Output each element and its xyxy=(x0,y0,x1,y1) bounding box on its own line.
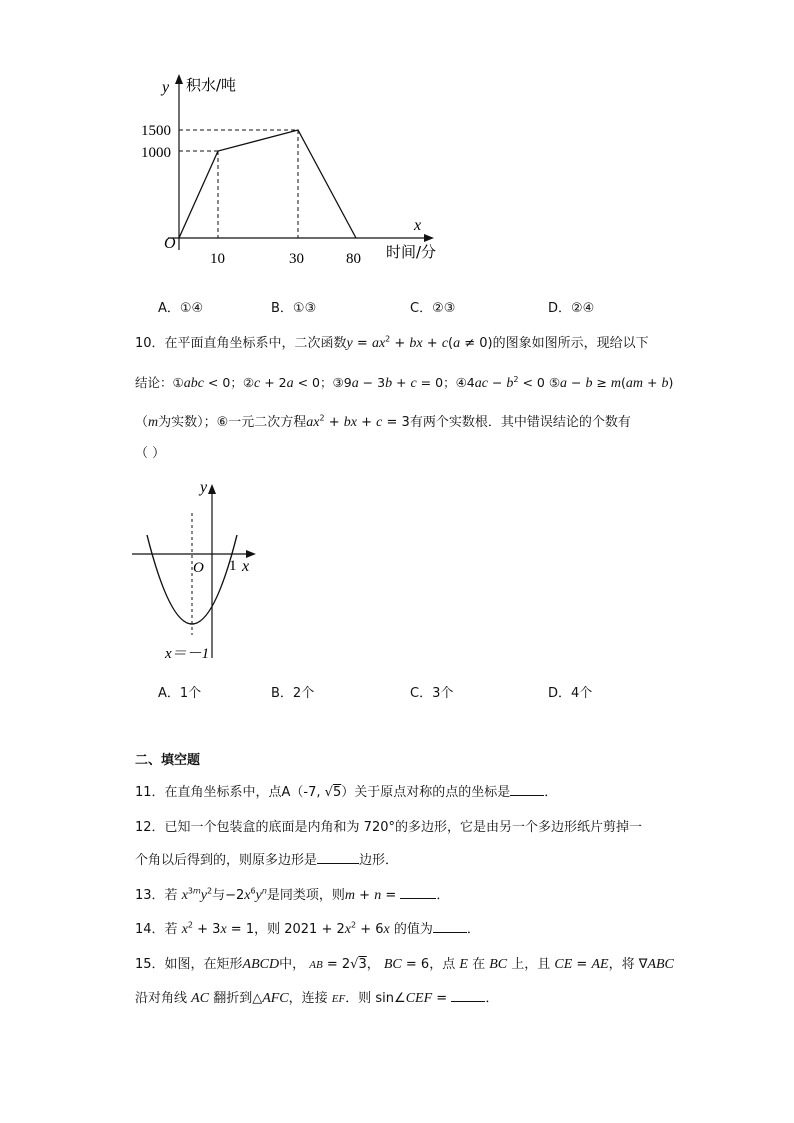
sqrt5: √5 xyxy=(324,785,342,800)
section-title: 二、填空题 xyxy=(135,753,201,768)
q9-option-a[interactable]: A．①④ xyxy=(158,301,204,316)
q14: 14．若 $x^2 + 3x = 1$，则 $2021 + 2x^2 + 6x$ 的值为 ． xyxy=(135,920,480,937)
y-axis-arrow xyxy=(208,484,216,494)
q15-answer-blank[interactable] xyxy=(451,989,485,1002)
y-axis-arrow xyxy=(175,74,183,84)
origin-label: O xyxy=(193,560,204,576)
q10-line3: （m为实数）；⑥一元二次方程$ax^2$ + bx + c = 3有两个实数根．其中错误结论的个数有 xyxy=(135,413,631,430)
x-label: x xyxy=(242,558,250,575)
q11-a: 11．在直角坐标系中，点A（-7, xyxy=(135,785,321,800)
q9-option-d[interactable]: D．②④ xyxy=(548,301,595,316)
parabola-graph xyxy=(125,475,275,670)
q12-answer-blank[interactable] xyxy=(317,851,359,864)
symmetry-label: x＝－1 xyxy=(165,646,210,662)
q10-line1: 10．在平面直角坐标系中，二次函数$y = ax^2$ + bx + c(a ≠ 0)的图象如图所示，现给以下 xyxy=(135,334,649,351)
q13: 13．若 $x^{3m}y^2$与$-2x^6y^n$是同类项，则m + n = ． xyxy=(135,886,450,903)
q10-line3-a: （ xyxy=(135,415,149,430)
q11: 11．在直角坐标系中，点A（-7, √5）关于原点对称的点的坐标是 ． xyxy=(135,785,558,800)
q14-answer-blank[interactable] xyxy=(433,920,467,933)
q9-option-b[interactable]: B．①③ xyxy=(271,301,317,316)
q10-option-d[interactable]: D．4个 xyxy=(548,686,593,701)
q10-line1-a: 10．在平面直角坐标系中，二次函数 xyxy=(135,336,347,351)
q10-line3-c: 有两个实数根．其中错误结论的个数有 xyxy=(409,415,631,430)
y-label: y xyxy=(200,479,208,496)
q13-answer-blank[interactable] xyxy=(400,886,436,899)
q10-option-a[interactable]: A．1个 xyxy=(158,686,202,701)
q12-line1: 12．已知一个包装盒的底面是内角和为 720°的多边形，它是由另一个多边形纸片剪掉一 xyxy=(135,820,642,835)
y-var-label: y xyxy=(162,79,170,96)
q10-function-formula: y xyxy=(346,336,353,351)
x-var-label: x xyxy=(414,217,422,234)
x-tick-80: 80 xyxy=(346,251,361,267)
x-tick-30: 30 xyxy=(289,251,304,267)
y-tick-1000: 1000 xyxy=(141,145,171,161)
y-unit-label: 积水/吨 xyxy=(186,76,237,94)
q10-line2: 结论：①abc < 0；②c + 2a < 0；③9a − 3b + c = 0；④4ac − $b^2 < 0$ ⑤a − b ≥ m(am + b) xyxy=(135,374,674,391)
x-axis-arrow xyxy=(424,234,434,242)
origin-label: O xyxy=(164,235,176,252)
q12-line2: 个角以后得到的，则原多边形是 边形． xyxy=(135,853,399,868)
x-axis-arrow xyxy=(246,550,256,558)
q10-option-b[interactable]: B．2个 xyxy=(271,686,315,701)
q10-line3-b: 为实数）；⑥一元二次方程 xyxy=(158,415,307,430)
q15-line1: 15．如图，在矩形ABCD中， AB = 2√3， BC = 6，点 E 在 BC 上，且 CE = AE，将 ∇ABC xyxy=(135,957,674,972)
q15-line2: 沿对角线 AC 翻折到△AFC，连接 EF．则 sin∠CEF = ． xyxy=(135,991,499,1006)
water-polyline xyxy=(179,130,356,238)
q10-line1-b: 的图象如图所示，现给以下 xyxy=(492,336,649,351)
q11-answer-blank[interactable] xyxy=(510,783,544,796)
x-tick-10: 10 xyxy=(210,251,225,267)
tick-one: 1 xyxy=(229,558,237,574)
q10-line2-a: 结论： xyxy=(135,375,173,390)
y-tick-1500: 1500 xyxy=(141,123,171,139)
q10-option-c[interactable]: C．3个 xyxy=(410,686,454,701)
water-time-graph xyxy=(141,70,460,270)
x-unit-label: 时间/分 xyxy=(386,243,437,261)
q10-line4: （ ） xyxy=(135,446,166,461)
q9-option-c[interactable]: C．②③ xyxy=(410,301,456,316)
q11-b: ）关于原点对称的点的坐标是 xyxy=(341,785,511,800)
